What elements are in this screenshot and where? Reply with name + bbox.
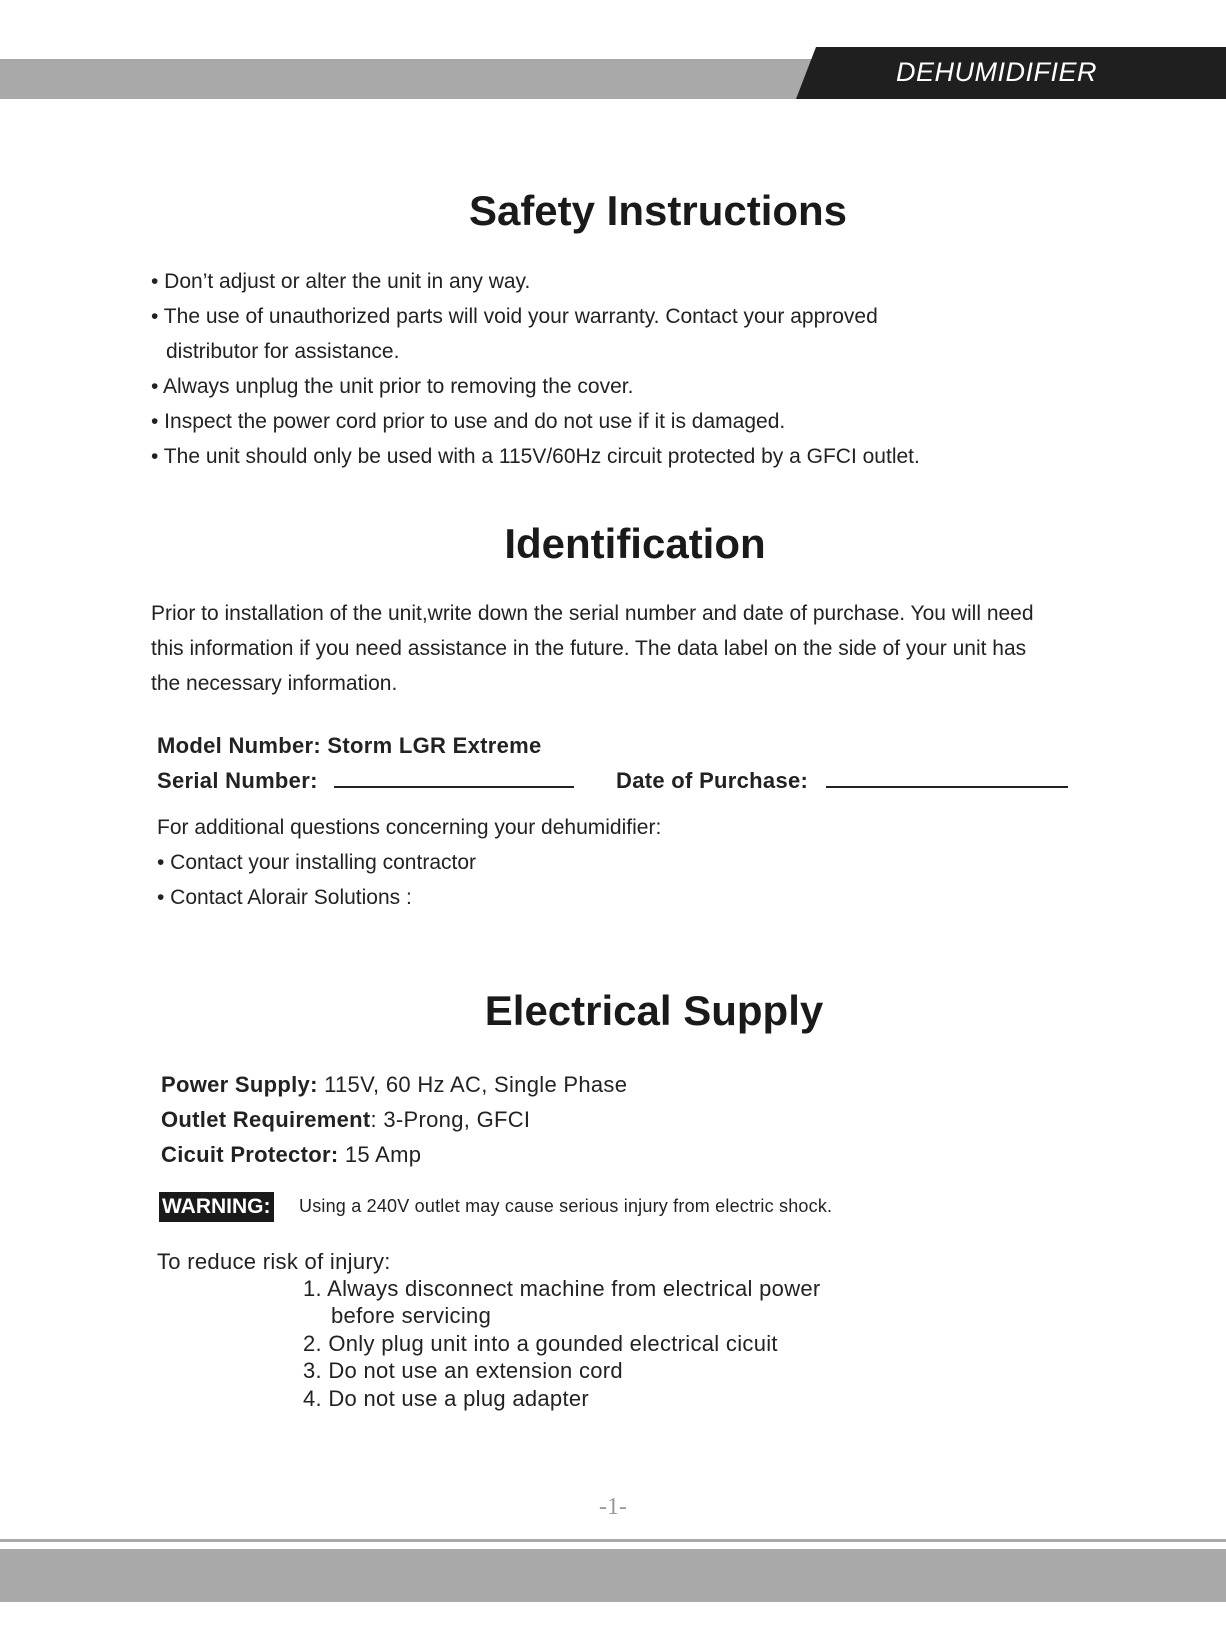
serial-row [157, 768, 574, 794]
list-item: • The use of unauthorized parts will void your warranty. Contact your approved [151, 305, 878, 328]
paragraph-line: this information if you need assistance in the future. The data label on the side of your unit has [151, 637, 1027, 660]
identification-title: Identification [504, 520, 766, 567]
list-item: • The unit should only be used with a 115V/60Hz circuit protected by a GFCI outlet. [151, 445, 920, 468]
serial-label: Serial Number: [157, 768, 318, 793]
list-item: distributor for assistance. [166, 340, 400, 363]
date-row [616, 768, 1068, 794]
footer-divider [0, 1539, 1226, 1542]
reduce-risk-heading: To reduce risk of injury: [157, 1249, 391, 1274]
paragraph-line: the necessary information. [151, 672, 398, 695]
spec-label: Power Supply: [161, 1072, 318, 1097]
spec-outlet-requirement [161, 1107, 530, 1133]
spec-value: 115V, 60 Hz AC, Single Phase [317, 1072, 628, 1097]
date-blank-line [826, 772, 1068, 788]
list-item: 1. Always disconnect machine from electrical power [303, 1276, 821, 1301]
model-number: Model Number: Storm LGR Extreme [157, 733, 542, 758]
list-item: • Contact your installing contractor [157, 851, 476, 874]
spec-circuit-protector [161, 1142, 421, 1168]
paragraph-line: Prior to installation of the unit,write down the serial number and date of purchase. You will need [151, 602, 1034, 625]
warning-text: Using a 240V outlet may cause serious injury from electric shock. [299, 1196, 833, 1216]
spec-value: 15 Amp [338, 1142, 422, 1167]
electrical-title: Electrical Supply [484, 987, 824, 1034]
list-item: before servicing [331, 1303, 492, 1328]
serial-blank-line [334, 772, 574, 788]
list-item: • Contact Alorair Solutions : [157, 886, 412, 909]
header-title: DEHUMIDIFIER [896, 57, 1097, 87]
spec-power-supply [161, 1072, 627, 1098]
safety-title: Safety Instructions [468, 187, 848, 234]
list-item: 4. Do not use a plug adapter [303, 1386, 590, 1411]
list-item: For additional questions concerning your dehumidifier: [157, 816, 662, 839]
spec-label: Outlet Requirement [161, 1107, 371, 1132]
warning-badge: WARNING: [159, 1192, 274, 1222]
spec-label: Cicuit Protector: [161, 1142, 339, 1167]
list-item: 2. Only plug unit into a gounded electrical cicuit [303, 1331, 778, 1356]
list-item: • Always unplug the unit prior to removing the cover. [151, 375, 634, 398]
spec-value: : 3-Prong, GFCI [370, 1107, 531, 1132]
list-item: 3. Do not use an extension cord [303, 1358, 623, 1383]
footer-bar [0, 1549, 1226, 1602]
date-label: Date of Purchase: [616, 768, 809, 793]
page-number: -1- [599, 1494, 627, 1520]
list-item: • Inspect the power cord prior to use and do not use if it is damaged. [151, 410, 786, 433]
list-item: • Don’t adjust or alter the unit in any way. [151, 270, 531, 293]
